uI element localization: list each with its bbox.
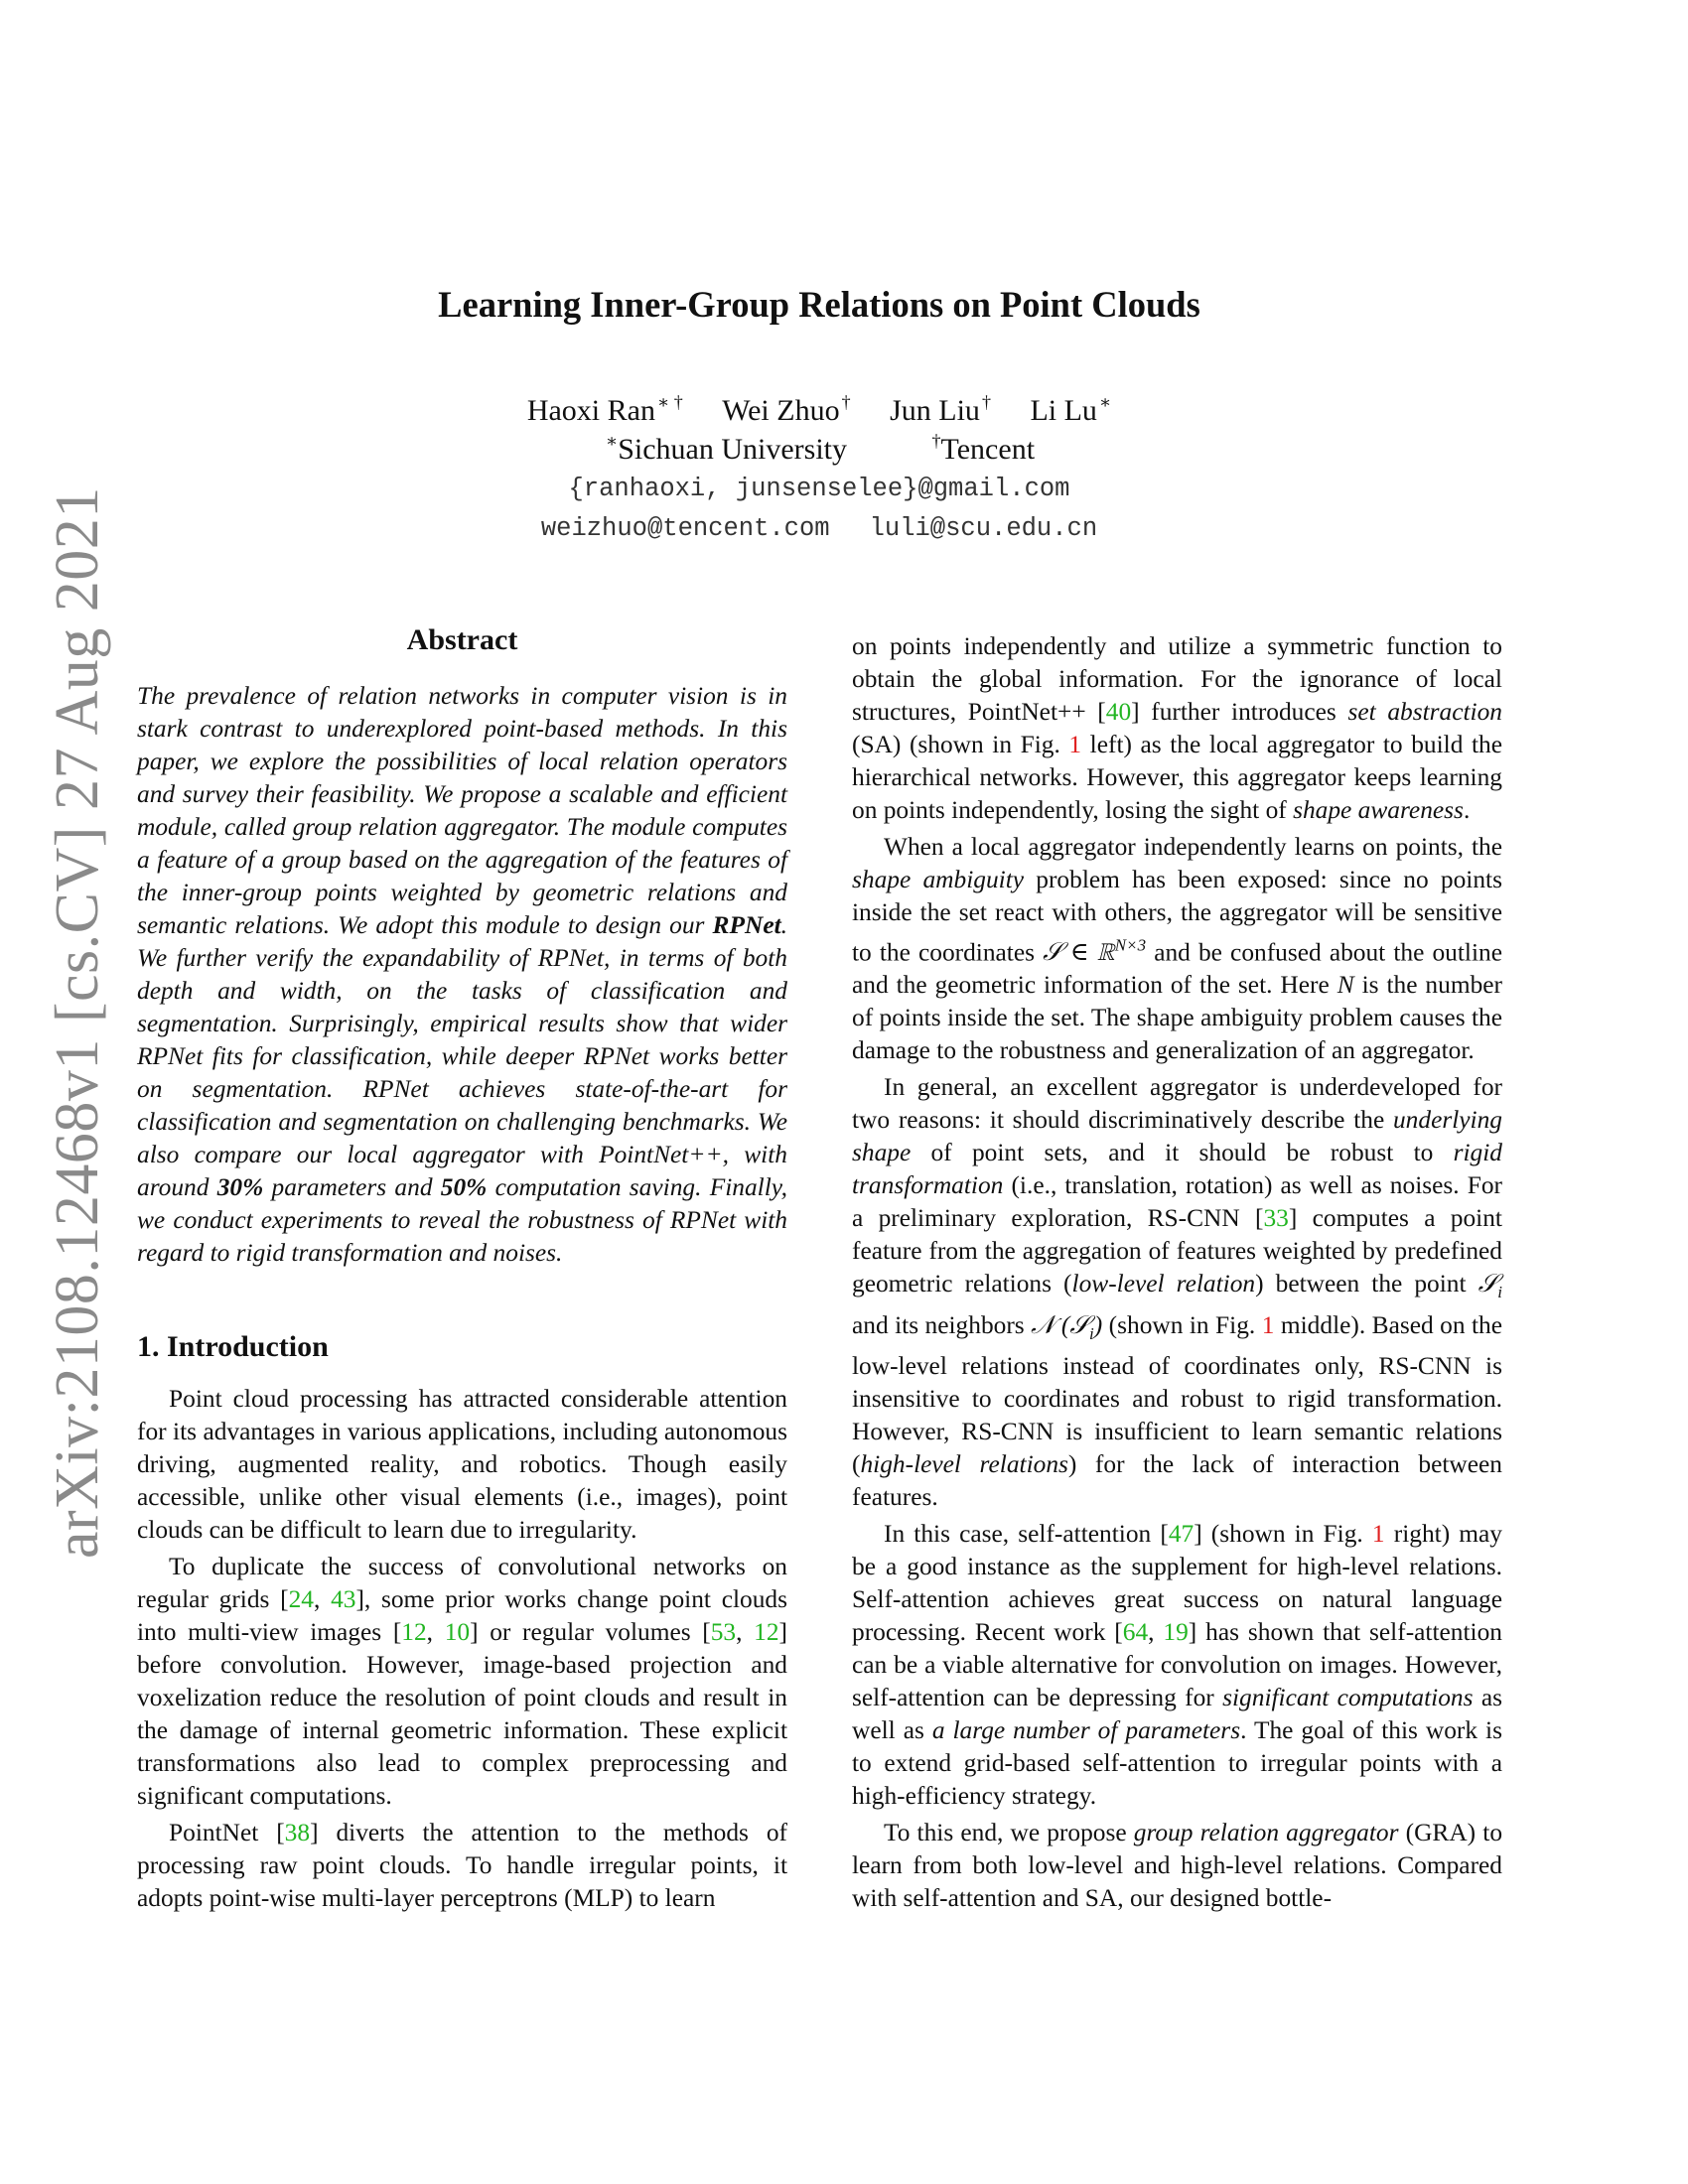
arxiv-identifier: arXiv:2108.12468v1 [cs.CV] 27 Aug 2021 xyxy=(44,486,111,1559)
author: Li Lu ∗ xyxy=(1030,392,1112,427)
email-line-1: {ranhaoxi, junsenselee}@gmail.com xyxy=(568,475,1070,503)
right-column xyxy=(852,630,1502,1919)
citation-link[interactable]: 19 xyxy=(1163,1617,1189,1646)
citation-link[interactable]: 33 xyxy=(1263,1204,1289,1233)
paragraph: To duplicate the success of convolutional networks on regular grids [24, 43], some prior works change point clouds into multi-view images [12, 10] or regular volumes [53, 12] before convolution. However, image-based projection and voxelization reduce the resolution of point clouds and result in the damage of internal geometric information. These explicit transformations also lead to complex preprocessing and significant computations. xyxy=(137,1553,787,1810)
paragraph: Point cloud processing has attracted considerable attention for its advantages in various applications, including autonomous driving, augmented reality, and robotics. Though easily accessible, unlike other visual elements (i.e., images), point clouds can be difficult to learn due to irregularity. xyxy=(137,1385,787,1544)
abstract-heading: Abstract xyxy=(406,623,518,656)
abstract-text: The prevalence of relation networks in computer vision is in stark contrast to underexplored point-based methods. In this paper, we explore the possibilities of local relation operators and survey their feasibility. We propose a scalable and efficient module, called group relation aggregator. The module computes a feature of a group based on the aggregation of the features of the inner-group points weighted by geometric relations and semantic relations. We adopt this module to design our RPNet. We further verify the expandability of RPNet, in terms of both depth and width, on the tasks of classification and segmentation. Surprisingly, empirical results show that wider RPNet fits for classification, while deeper RPNet works better on segmentation. RPNet achieves state-of-the-art for classification and segmentation on challenging benchmarks. We also compare our local aggregator with PointNet++, with around 30% parameters and 50% computation saving. Finally, we conduct experiments to reveal the robustness of RPNet with regard to rigid transformation and noises. xyxy=(137,682,787,1267)
math-expression: 𝒮 ∈ ℝ$^{N\times 3}$ xyxy=(1043,936,1147,967)
left-column xyxy=(137,622,787,1919)
email: luli@scu.edu.cn xyxy=(869,514,1098,543)
citation-link[interactable]: 24 xyxy=(288,1585,314,1613)
paragraph: PointNet [38] diverts the attention to the methods of processing raw point clouds. To handle irregular points, it adopts point-wise multi-layer perceptrons (MLP) to learn xyxy=(137,1819,787,1912)
figure-link[interactable]: 1 xyxy=(1261,1310,1275,1339)
author: Wei Zhuo † xyxy=(722,392,851,427)
affiliation: †Tencent xyxy=(931,431,1036,466)
math-expression: N xyxy=(1336,971,1354,1000)
author-list xyxy=(0,392,1638,428)
figure-link[interactable]: 1 xyxy=(1068,731,1082,758)
math-expression: 𝒮$_i$ xyxy=(1477,1270,1502,1302)
math-expression: 𝒩 (𝒮$_i$) xyxy=(1031,1310,1103,1343)
citation-link[interactable]: 38 xyxy=(284,1819,311,1846)
paragraph: When a local aggregator independently learns on points, the shape ambiguity problem has been exposed: since no points inside the set react with others, the aggregator will be sensitive to the coordinates 𝒮 ∈ ℝ$^{N\times 3}$ and be confused about the outline and the geometric information of the set. Here N is the number of points inside the set. The shape ambiguity problem causes the damage to the robustness and generalization of an aggregator. xyxy=(852,833,1502,1065)
paragraph: To this end, we propose group relation aggregator (GRA) to learn from both low-level and high-level relations. Compared with self-attention and SA, our designed bottle- xyxy=(852,1818,1503,1912)
paragraph: In general, an excellent aggregator is underdeveloped for two reasons: it should discriminatively describe the underlying shape of point sets, and it should be robust to rigid transformation (i.e., translation, rotation) as well as noises. For a preliminary exploration, RS-CNN [33] computes a point feature from the aggregation of features weighted by predefined geometric relations (low-level relation) between the point 𝒮$_i$ and its neighbors 𝒩 (𝒮$_i$) (shown in Fig. 1 middle). Based on the low-level relations instead of coordinates only, RS-CNN is insensitive to coordinates and robust to rigid transformation. However, RS-CNN is insufficient to learn semantic relations (high-level relations) for the lack of interaction between features. xyxy=(852,1073,1502,1511)
email: weizhuo@tencent.com xyxy=(540,514,830,543)
citation-link[interactable]: 47 xyxy=(1168,1519,1195,1548)
citation-link[interactable]: 12 xyxy=(754,1618,779,1646)
section-heading: 1. Introduction xyxy=(137,1330,329,1363)
figure-link[interactable]: 1 xyxy=(1371,1519,1385,1548)
email-line-2 xyxy=(0,514,1638,543)
paragraph: on points independently and utilize a symmetric function to obtain the global information. For the ignorance of local structures, PointNet++ [40] further introduces set abstraction (SA) (shown in Fig. 1 left) as the local aggregator to build the hierarchical networks. However, this aggregator keeps learning on points independently, losing the sight of shape awareness. xyxy=(852,632,1502,824)
citation-link[interactable]: 43 xyxy=(331,1585,356,1613)
citation-link[interactable]: 40 xyxy=(1105,698,1132,726)
citation-link[interactable]: 12 xyxy=(401,1618,427,1646)
paragraph: In this case, self-attention [47] (shown in Fig. 1 right) may be a good instance as the supplement for high-level relations. Self-attention achieves great success on natural language processing. Recent work [64, 19] has shown that self-attention can be a viable alternative for convolution on images. However, self-attention can be depressing for significant computations as well as a large number of parameters. The goal of this work is to extend grid-based self-attention to irregular points with a high-efficiency strategy. xyxy=(852,1519,1503,1810)
citation-link[interactable]: 53 xyxy=(710,1618,737,1646)
citation-link[interactable]: 64 xyxy=(1122,1617,1149,1646)
author: Jun Liu † xyxy=(890,392,991,427)
affiliation-list xyxy=(0,431,1638,467)
citation-link[interactable]: 10 xyxy=(444,1618,471,1646)
author: Haoxi Ran ∗ † xyxy=(526,392,683,427)
paper-title: Learning Inner-Group Relations on Point Clouds xyxy=(438,284,1200,325)
affiliation: ∗Sichuan University xyxy=(605,431,848,466)
